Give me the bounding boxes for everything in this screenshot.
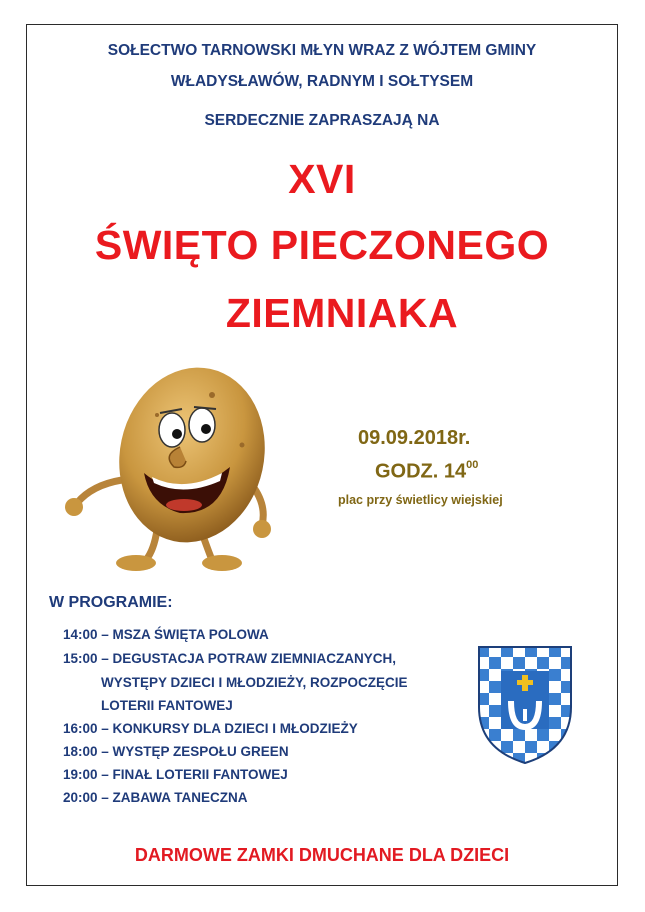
header-line-2: WŁADYSŁAWÓW, RADNYM I SOŁTYSEM bbox=[170, 73, 474, 90]
program-line: 15:00 – DEGUSTACJA POTRAW ZIEMNIACZANYCH, bbox=[63, 651, 397, 666]
event-place: plac przy świetlicy wiejskiej bbox=[338, 493, 503, 507]
footer-announcement: DARMOWE ZAMKI DMUCHANE DLA DZIECI bbox=[134, 845, 510, 865]
event-time-hour: GODZ. 14 bbox=[375, 460, 467, 483]
program-line: 16:00 – KONKURSY DLA DZIECI I MŁODZIEŻY bbox=[63, 721, 358, 736]
potato-mascot-illustration bbox=[62, 355, 292, 575]
program-line: 18:00 – WYSTĘP ZESPOŁU GREEN bbox=[63, 744, 289, 759]
header-line-1: SOŁECTWO TARNOWSKI MŁYN WRAZ Z WÓJTEM GMINY bbox=[107, 42, 537, 59]
program-heading: W PROGRAMIE: bbox=[49, 594, 173, 611]
program-line: 19:00 – FINAŁ LOTERII FANTOWEJ bbox=[63, 767, 288, 782]
title-edition: XVI bbox=[288, 156, 356, 202]
event-time-minutes: 00 bbox=[466, 459, 479, 471]
gmina-coat-of-arms bbox=[477, 645, 573, 765]
header-line-3: SERDECZNIE ZAPRASZAJĄ NA bbox=[204, 112, 440, 129]
title-sub: ZIEMNIAKA bbox=[225, 290, 459, 336]
title-main: ŚWIĘTO PIECZONEGO bbox=[94, 222, 550, 268]
program-line: 14:00 – MSZA ŚWIĘTA POLOWA bbox=[63, 627, 269, 642]
program-line: 20:00 – ZABAWA TANECZNA bbox=[63, 790, 248, 805]
program-line: WYSTĘPY DZIECI I MŁODZIEŻY, ROZPOCZĘCIE bbox=[101, 675, 408, 690]
program-line: LOTERII FANTOWEJ bbox=[101, 698, 233, 713]
event-time bbox=[375, 459, 478, 483]
event-date: 09.09.2018r. bbox=[358, 427, 471, 449]
